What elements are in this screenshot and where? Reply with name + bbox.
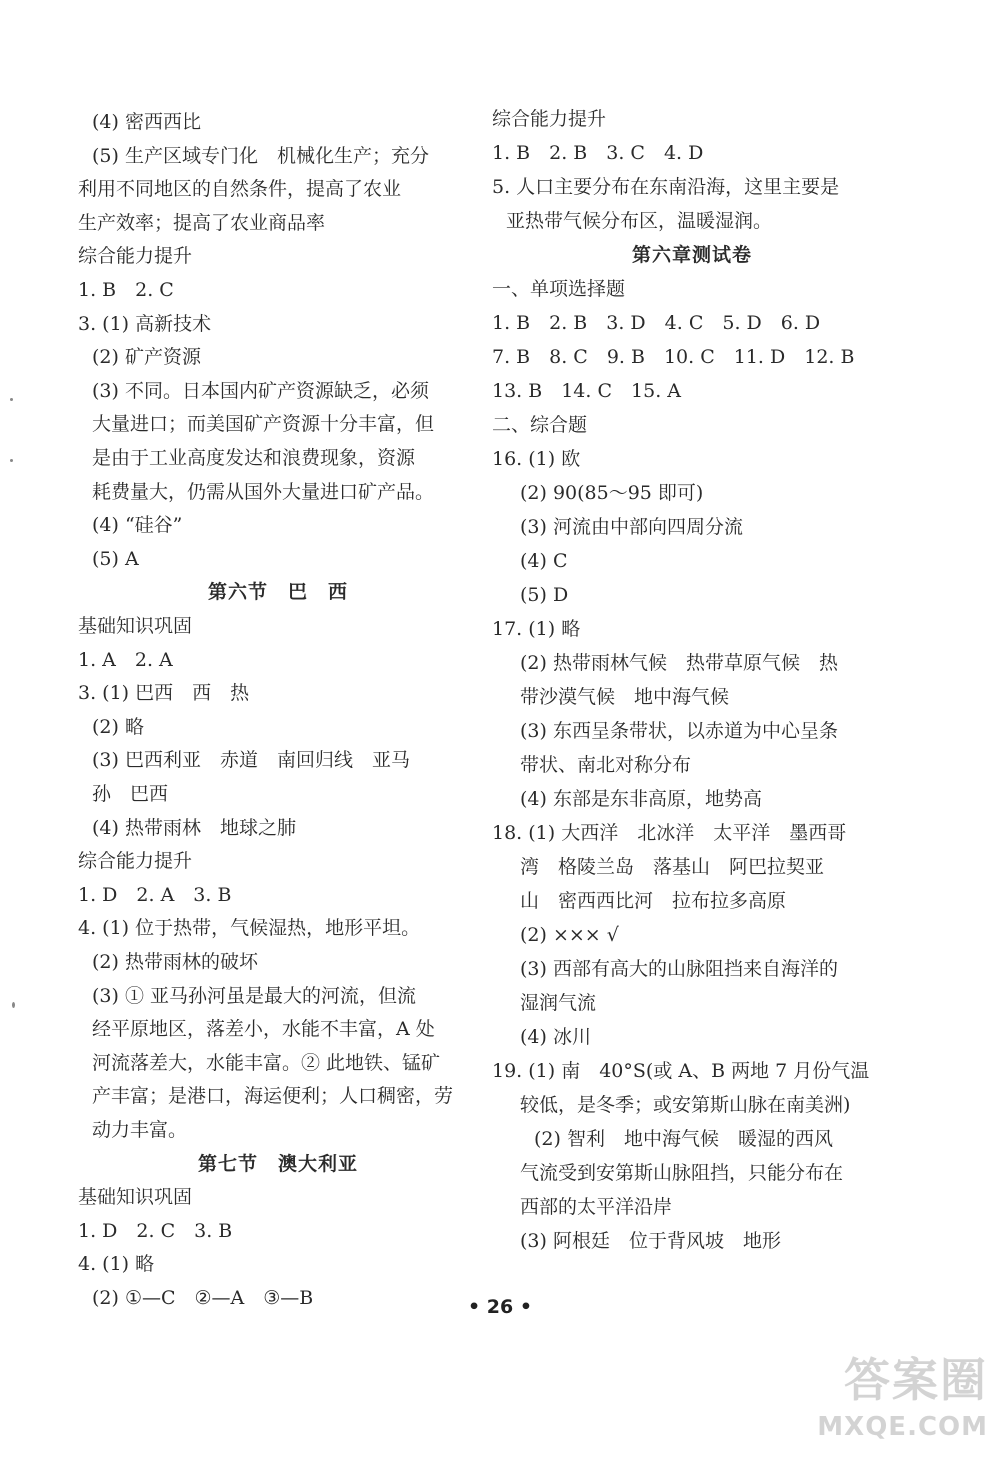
- answer-line: 7. B 8. C 9. B 10. C 11. D 12. B: [492, 346, 855, 368]
- page-number: • 26 •: [468, 1296, 532, 1318]
- answer-line: 湿润气流: [520, 992, 597, 1014]
- answer-line: (3) 东西呈条带状，以赤道为中心呈条: [520, 720, 838, 742]
- answer-line: 13. B 14. C 15. A: [492, 380, 681, 402]
- answer-line: 耗费量大，仍需从国外大量进口矿产品。: [92, 480, 435, 503]
- answer-line: 16. (1) 欧: [492, 448, 581, 470]
- answer-line: (4) 密西西比: [92, 111, 201, 133]
- watermark-logo: [798, 1350, 988, 1465]
- answer-line: 动力丰富。: [92, 1119, 188, 1141]
- section-heading: 第六节 巴 西: [207, 581, 348, 604]
- answer-line: 大量进口；而美国矿产资源十分丰富，但: [92, 413, 435, 436]
- answer-line: 5. 人口主要分布在东南沿海，这里主要是: [492, 176, 840, 198]
- answer-line: (3) ① 亚马孙河虽是最大的河流，但流: [92, 984, 416, 1007]
- answer-line: (2) 略: [92, 715, 144, 738]
- answer-line: 4. (1) 略: [78, 1253, 155, 1276]
- answer-line: (4) C: [520, 550, 568, 572]
- scan-speck: [10, 398, 13, 401]
- answer-line: 亚热带气候分布区，温暖湿润。: [506, 210, 773, 232]
- answer-line: (3) 不同。日本国内矿产资源缺乏，必须: [92, 379, 429, 402]
- section-heading: 第七节 澳大利亚: [197, 1152, 358, 1175]
- answer-line: 西部的太平洋沿岸: [520, 1196, 673, 1218]
- answer-line: 1. D 2. C 3. B: [78, 1219, 233, 1242]
- scan-speck: [10, 459, 13, 462]
- answer-line: 3. (1) 高新技术: [78, 312, 212, 335]
- answer-line: (4) 热带雨林 地球之肺: [92, 816, 296, 839]
- answer-line: (2) 矿产资源: [92, 346, 201, 369]
- answer-line: 1. A 2. A: [78, 648, 173, 671]
- answer-line: 4. (1) 位于热带，气候湿热，地形平坦。: [78, 917, 421, 940]
- answer-line: 气流受到安第斯山脉阻挡，只能分布在: [520, 1162, 844, 1184]
- scan-speck: [12, 1002, 15, 1008]
- answer-line: 河流落差大，水能丰富。② 此地铁、锰矿: [92, 1051, 441, 1074]
- answer-line: (3) 巴西利亚 赤道 南回归线 亚马: [92, 749, 410, 772]
- answer-line: 1. B 2. B 3. C 4. D: [492, 142, 704, 164]
- answer-line: (2) 热带雨林的破坏: [92, 951, 258, 973]
- answer-line: (4) 冰川: [520, 1026, 591, 1048]
- answer-line: 带沙漠气候 地中海气候: [520, 686, 730, 708]
- answer-line: 二、综合题: [492, 414, 588, 436]
- watermark-top: 答案圈: [844, 1353, 988, 1407]
- watermark-bottom: MXQE.COM: [817, 1412, 988, 1442]
- answer-line: 17. (1) 略: [492, 618, 581, 640]
- answer-line: 3. (1) 巴西 西 热: [78, 682, 250, 705]
- answer-line: (3) 河流由中部向四周分流: [520, 516, 743, 538]
- answer-line: (5) 生产区域专门化 机械化生产；充分: [92, 144, 429, 167]
- answer-line: 经平原地区，落差小，水能不丰富，A 处: [92, 1018, 435, 1041]
- answer-line: 带状、南北对称分布: [520, 754, 692, 776]
- answer-line: (5) D: [520, 584, 569, 606]
- answer-line: 基础知识巩固: [78, 1186, 193, 1209]
- answer-line: 湾 格陵兰岛 落基山 阿巴拉契亚: [520, 856, 825, 878]
- answer-line: 利用不同地区的自然条件，提高了农业: [78, 178, 402, 201]
- answer-line: (4) 东部是东非高原，地势高: [520, 788, 762, 810]
- answer-line: 孙 巴西: [92, 783, 169, 805]
- answer-line: (2) 热带雨林气候 热带草原气候 热: [520, 652, 838, 674]
- answer-line: (3) 阿根廷 位于背风坡 地形: [520, 1230, 781, 1252]
- answer-line: 综合能力提升: [78, 245, 193, 268]
- answer-line: 产丰富；是港口，海运便利；人口稠密，劳: [92, 1085, 454, 1108]
- answer-line: 1. B 2. C: [78, 279, 174, 301]
- answer-line: 19. (1) 南 40°S(或 A、B 两地 7 月份气温: [492, 1060, 870, 1082]
- answer-line: 是由于工业高度发达和浪费现象，资源: [92, 447, 416, 469]
- answer-line: (2) ××× √: [520, 924, 619, 946]
- answer-line: 一、单项选择题: [492, 278, 626, 300]
- answer-line: (3) 西部有高大的山脉阻挡来自海洋的: [520, 958, 838, 980]
- section-heading: 第六章测试卷: [631, 244, 752, 266]
- answer-line: 18. (1) 大西洋 北冰洋 太平洋 墨西哥: [492, 822, 847, 844]
- answer-line: 较低，是冬季；或安第斯山脉在南美洲): [520, 1094, 851, 1116]
- answer-line: 生产效率；提高了农业商品率: [78, 211, 326, 234]
- answer-line: (4) “硅谷”: [92, 514, 183, 537]
- answer-line: 综合能力提升: [78, 850, 193, 873]
- answer-line: (2) ①—C ②—A ③—B: [92, 1287, 314, 1309]
- answer-line: (5) A: [92, 547, 139, 570]
- answer-line: 山 密西西比河 拉布拉多高原: [520, 890, 787, 912]
- answer-line: (2) 智利 地中海气候 暖湿的西风: [534, 1128, 833, 1150]
- answer-line: 综合能力提升: [492, 108, 607, 130]
- answer-line: 1. B 2. B 3. D 4. C 5. D 6. D: [492, 312, 821, 334]
- answer-line: 1. D 2. A 3. B: [78, 883, 232, 906]
- answer-line: (2) 90(85～95 即可): [520, 482, 704, 504]
- answer-line: 基础知识巩固: [78, 615, 193, 637]
